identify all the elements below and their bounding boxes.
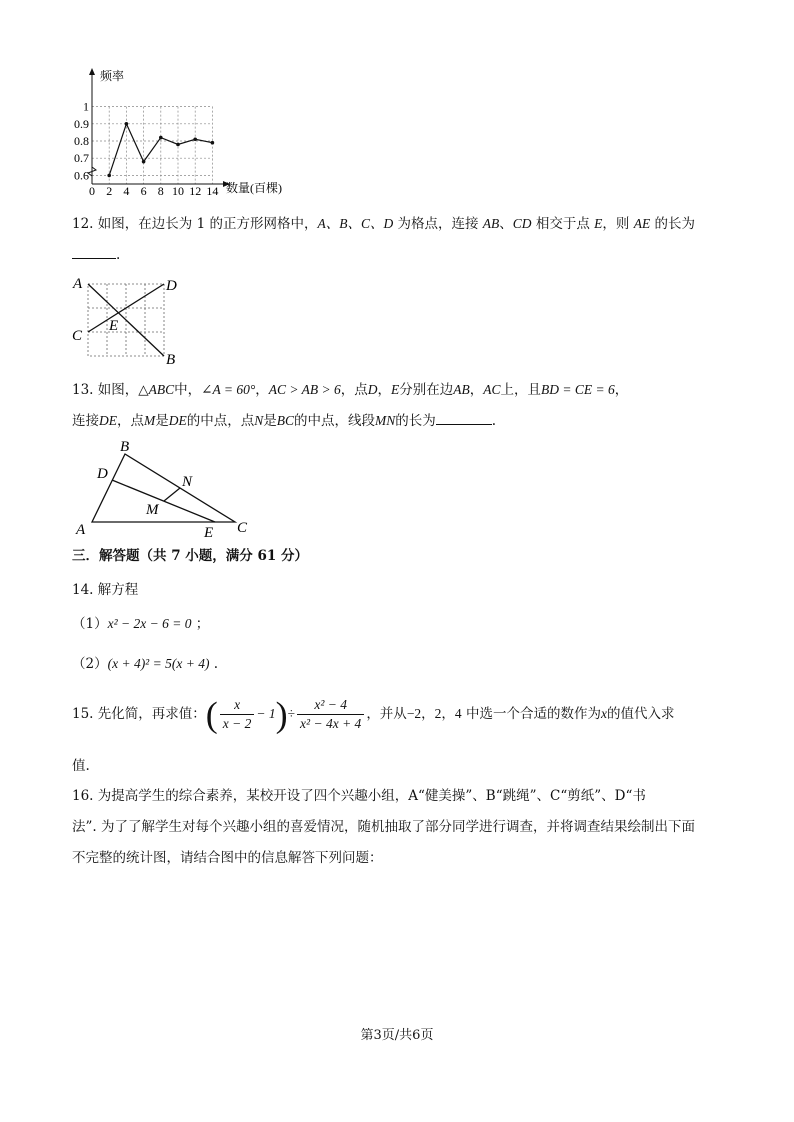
q12-number: 12. bbox=[72, 216, 94, 232]
q14-p2-label: （2） bbox=[72, 656, 108, 672]
q13-text-l: 的长为 bbox=[395, 413, 436, 429]
q14-p2-end: . bbox=[213, 656, 219, 672]
y-tick-labels bbox=[74, 100, 89, 183]
figure-13-triangle bbox=[70, 436, 260, 542]
q12-point-e: E bbox=[594, 216, 603, 231]
q13-comma-1: ， bbox=[255, 382, 269, 398]
q13-text-h: 是 bbox=[155, 413, 169, 429]
q12-text-c: 相交于点 bbox=[535, 216, 590, 232]
question-14-title: 14. 解方程 bbox=[72, 582, 139, 598]
x-tick-labels bbox=[89, 184, 218, 198]
q15-divide: ÷ bbox=[287, 706, 296, 721]
q12-text-d: ，则 bbox=[602, 216, 630, 232]
question-16-line-2: 法”. 为了了解学生对每个兴趣小组的喜爱情况，随机抽取了部分同学进行调查，并将调查结果绘制出下面 bbox=[72, 819, 695, 835]
q13-ac: AC bbox=[483, 382, 501, 397]
data-point bbox=[125, 122, 129, 126]
x-tick-label: 10 bbox=[172, 184, 184, 198]
fig12-label-e: E bbox=[109, 318, 119, 334]
question-14-part-1 bbox=[72, 614, 209, 634]
q12-text-e: 的长为 bbox=[654, 216, 695, 232]
figure-12-grid bbox=[70, 272, 185, 367]
fig13-label-d: D bbox=[97, 466, 108, 482]
q12-segment-ae: AE bbox=[633, 216, 651, 231]
q12-segment-cd: CD bbox=[512, 216, 532, 231]
q13-text-a: 如图， bbox=[97, 382, 139, 398]
fig13-label-n: N bbox=[182, 474, 193, 490]
q13-d: D bbox=[367, 382, 378, 397]
q15-left-paren: ( bbox=[205, 694, 218, 735]
x-tick-label: 12 bbox=[189, 184, 202, 198]
q13-text-k: 的中点，线段 bbox=[294, 413, 376, 429]
data-point bbox=[142, 160, 146, 164]
q15-text-c: 的值代入求 bbox=[606, 706, 675, 722]
x-tick-label: 2 bbox=[106, 184, 113, 198]
fig12-label-d: D bbox=[166, 278, 177, 294]
q15-fraction-2 bbox=[297, 696, 364, 733]
q13-mn: MN bbox=[375, 413, 396, 428]
x-tick-label: 8 bbox=[157, 184, 164, 198]
q15-frac1-numerator: x bbox=[220, 696, 255, 715]
question-15-line-1 bbox=[72, 694, 674, 734]
q12-text-b: 为格点，连接 bbox=[397, 216, 479, 232]
frequency-series bbox=[107, 122, 214, 177]
q14-p1-end: ； bbox=[195, 616, 210, 632]
q15-text-a: ，并从 bbox=[366, 706, 407, 722]
q14-p1-equation: x² − 2x − 6 = 0 bbox=[107, 616, 192, 631]
section-3-heading: 三．解答题（共 7 小题，满分 61 分） bbox=[72, 548, 308, 564]
q13-comma-3: ， bbox=[614, 382, 629, 398]
q14-p1-label: （1） bbox=[72, 616, 108, 632]
x-axis-label: 数量(百棵) bbox=[226, 181, 282, 195]
fig13-label-m: M bbox=[146, 502, 159, 518]
question-12-line-1 bbox=[72, 214, 695, 234]
q13-equation: BD = CE = 6 bbox=[541, 382, 615, 397]
q13-answer-blank[interactable] bbox=[436, 410, 492, 425]
q13-end: . bbox=[491, 413, 497, 429]
q12-text-a: 如图，在边长为 1 的正方形网格中， bbox=[97, 216, 318, 232]
q13-de-2: DE bbox=[168, 413, 187, 428]
y-tick-label: 0.8 bbox=[74, 134, 89, 148]
question-13-line-1 bbox=[72, 380, 628, 400]
q15-fraction-1 bbox=[220, 696, 255, 733]
q13-m: M bbox=[144, 413, 156, 428]
q12-segment-ab: AB bbox=[482, 216, 500, 231]
q12-answer-blank[interactable] bbox=[72, 244, 116, 259]
q13-e: E bbox=[390, 382, 400, 397]
x-tick-label: 6 bbox=[140, 184, 147, 198]
q15-minus-one: − 1 bbox=[256, 706, 276, 721]
fig13-label-a: A bbox=[76, 522, 86, 538]
y-axis-label: 频率 bbox=[100, 69, 125, 83]
q13-comma: ， bbox=[377, 382, 391, 398]
q13-angle: ∠A = 60° bbox=[201, 382, 256, 397]
segment-mn bbox=[164, 488, 180, 501]
page-footer: 第3页/共6页 bbox=[360, 1028, 434, 1043]
q13-text-b: 中， bbox=[174, 382, 202, 398]
fig12-label-b: B bbox=[166, 352, 176, 367]
q13-abc: ABC bbox=[148, 382, 175, 397]
q15-right-paren: ) bbox=[275, 694, 288, 735]
q13-de: DE bbox=[99, 413, 117, 428]
q15-number: 15. 先化简，再求值： bbox=[72, 706, 206, 722]
q15-frac1-denominator: x − 2 bbox=[222, 716, 252, 731]
fig13-label-e: E bbox=[204, 525, 214, 541]
q15-frac2-numerator: x² − 4 bbox=[297, 696, 364, 715]
question-12-line-2 bbox=[72, 244, 120, 265]
q13-n: N bbox=[254, 413, 264, 428]
y-tick-label: 0.6 bbox=[74, 168, 89, 183]
y-tick-label: 0.7 bbox=[74, 151, 89, 166]
q13-text-g: ，点 bbox=[117, 413, 144, 429]
fig13-label-c: C bbox=[237, 520, 248, 536]
data-point bbox=[159, 136, 163, 140]
q13-text-f: 连接 bbox=[72, 413, 99, 429]
data-point bbox=[211, 141, 215, 145]
fig13-label-b: B bbox=[120, 439, 130, 455]
q15-text-b: 中选一个合适的数作为 bbox=[465, 706, 601, 722]
question-15-line-2: 值. bbox=[72, 758, 90, 774]
fig12-label-a: A bbox=[73, 276, 83, 292]
q13-text-j: 是 bbox=[263, 413, 277, 429]
q13-ab: AB bbox=[453, 382, 470, 397]
data-point bbox=[107, 174, 111, 178]
q15-x: x bbox=[600, 706, 607, 721]
q13-bc: BC bbox=[276, 413, 295, 428]
q13-text-i: 的中点，点 bbox=[186, 413, 255, 429]
x-tick-label: 0 bbox=[89, 184, 95, 198]
q15-frac2-denominator: x² − 4x + 4 bbox=[300, 716, 362, 731]
q13-text-d: 分别在边 bbox=[399, 382, 454, 398]
question-14-part-2 bbox=[72, 654, 218, 674]
question-16-line-1: 16. 为提高学生的综合素养，某校开设了四个兴趣小组，A“健美操”、B“跳绳”、C“剪纸”、D“书 bbox=[72, 788, 646, 804]
triangle-abc bbox=[92, 454, 235, 522]
q13-text-e: 上，且 bbox=[500, 382, 541, 398]
q13-triangle-symbol: △ bbox=[138, 382, 149, 397]
q13-inequality: AC > AB > 6 bbox=[268, 382, 341, 397]
q13-comma-2: ， bbox=[469, 382, 484, 398]
x-tick-label: 14 bbox=[206, 184, 219, 198]
q13-number: 13. bbox=[72, 382, 94, 398]
y-axis-arrow bbox=[89, 68, 95, 75]
fig12-label-c: C bbox=[72, 328, 83, 344]
question-16-line-3: 不完整的统计图，请结合图中的信息解答下列问题： bbox=[72, 850, 383, 866]
q14-p2-equation: (x + 4)² = 5(x + 4) bbox=[107, 656, 210, 671]
q12-points: A、B、C、D bbox=[317, 216, 394, 231]
data-point bbox=[193, 137, 197, 141]
q12-sep: 、 bbox=[499, 216, 513, 232]
q15-values: −2，2，4 bbox=[406, 706, 462, 721]
y-tick-label: 0.9 bbox=[74, 116, 89, 131]
data-point bbox=[176, 143, 180, 147]
y-tick-label: 1 bbox=[83, 99, 89, 114]
q13-text-c: ，点 bbox=[340, 382, 368, 398]
question-13-line-2 bbox=[72, 410, 496, 431]
frequency-line-chart bbox=[70, 64, 290, 199]
x-tick-label: 4 bbox=[123, 184, 130, 198]
segment-de bbox=[112, 480, 215, 522]
q12-end: . bbox=[116, 247, 121, 263]
